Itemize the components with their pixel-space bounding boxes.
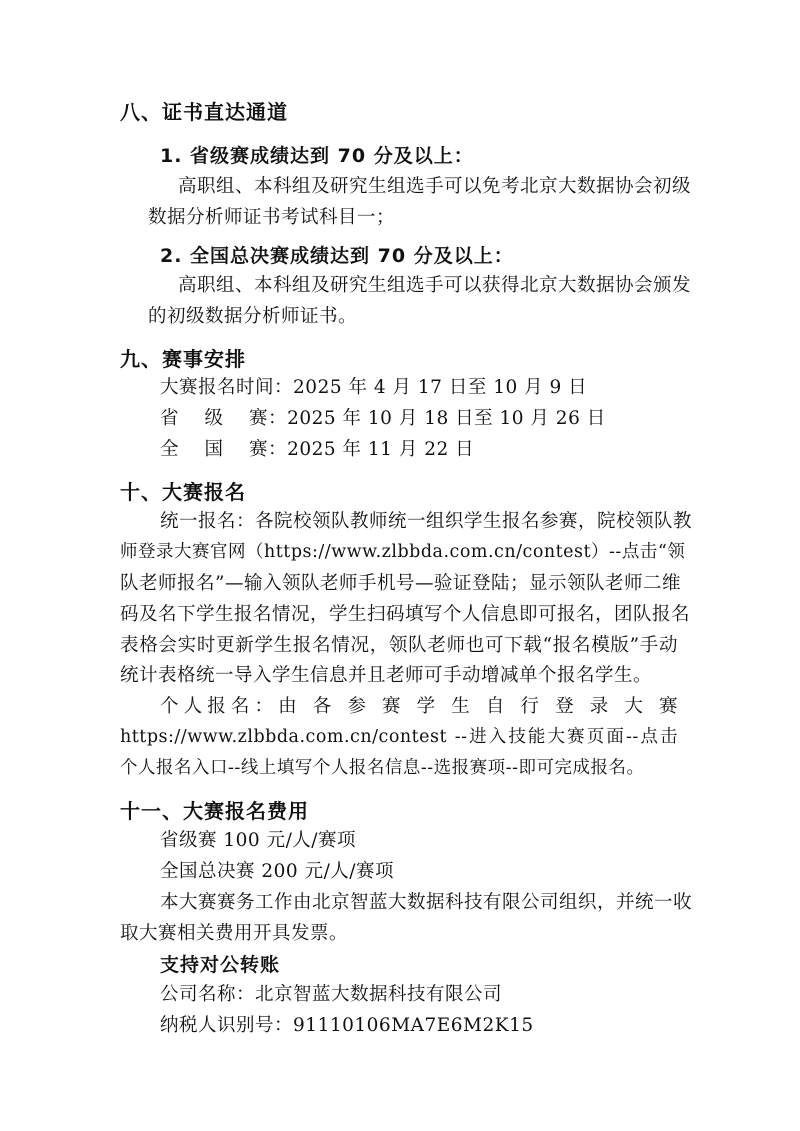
company-name-row: 公司名称：北京智蓝大数据科技有限公司 (160, 984, 503, 1005)
schedule-value: 2025 年 10 月 18 日至 10 月 26 日 (287, 408, 606, 429)
fee-provincial: 省级赛 100 元/人/赛项 (160, 830, 357, 851)
cert-item-1-title: 1. 省级赛成绩达到 70 分及以上： (160, 145, 474, 167)
team-registration-line: 师登录大赛官网（https://www.zlbbda.com.cn/contest）--点击“领 (120, 542, 686, 562)
organizer-line-1: 本大赛赛务工作由北京智蓝大数据科技有限公司组织，并统一收 (160, 892, 693, 913)
schedule-value: 2025 年 4 月 17 日至 10 月 9 日 (293, 377, 588, 398)
individual-registration-line: 个人报名入口--线上填写个人报名信息--选报赛项--即可完成报名。 (120, 758, 645, 778)
company-label: 公司名称 (160, 984, 237, 1005)
company-value: 北京智蓝大数据科技有限公司 (255, 984, 503, 1005)
team-registration-line: 码及名下学生报名情况，学生扫码填写个人信息即可报名，团队报名 (120, 604, 691, 625)
team-registration-line: 统计表格统一导入学生信息并且老师可手动增减单个报名学生。 (120, 665, 653, 686)
team-registration-line: 队老师报名”—输入领队老师手机号—验证登陆；显示领队老师二维 (120, 573, 681, 594)
tax-value: 91110106MA7E6M2K15 (293, 1015, 534, 1036)
organizer-line-2: 取大赛相关费用开具发票。 (120, 923, 349, 944)
individual-registration-line: https://www.zlbbda.com.cn/contest --进入技能大赛页面--点击 (120, 727, 678, 747)
tax-id-row: 纳税人识别号：91110106MA7E6M2K15 (160, 1015, 534, 1036)
individual-registration-line: 个人报名：由 各 参 赛 学 生 自 行 登 录 大 赛 (160, 696, 678, 717)
section-10-heading: 十、大赛报名 (120, 480, 246, 504)
cert-item-1-line-2: 数据分析师证书考试科目一； (148, 207, 396, 228)
schedule-label: 全 国 赛 (160, 439, 269, 460)
schedule-row: 省 级 赛：2025 年 10 月 18 日至 10 月 26 日 (160, 408, 606, 429)
fee-national: 全国总决赛 200 元/人/赛项 (160, 861, 395, 882)
schedule-row: 大赛报名时间：2025 年 4 月 17 日至 10 月 9 日 (160, 377, 588, 398)
cert-item-1-line-1: 高职组、本科组及研究生组选手可以免考北京大数据协会初级 (178, 176, 692, 197)
cert-item-2-line-2: 的初级数据分析师证书。 (148, 306, 358, 327)
team-registration-line: 表格会实时更新学生报名情况，领队老师也可下载“报名模版”手动 (120, 635, 678, 656)
team-registration-line: 统一报名：各院校领队教师统一组织学生报名参赛，院校领队教 (160, 511, 693, 532)
cert-item-2-line-1: 高职组、本科组及研究生组选手可以获得北京大数据协会颁发 (178, 275, 692, 296)
schedule-label: 省 级 赛 (160, 408, 269, 429)
section-9-heading: 九、赛事安排 (120, 347, 246, 371)
section-11-heading: 十一、大赛报名费用 (120, 799, 309, 823)
section-8-heading: 八、证书直达通道 (120, 100, 288, 124)
cert-item-2-title: 2. 全国总决赛成绩达到 70 分及以上： (160, 245, 514, 267)
schedule-label: 大赛报名时间 (160, 377, 275, 398)
schedule-value: 2025 年 11 月 22 日 (287, 439, 475, 460)
transfer-title: 支持对公转账 (160, 954, 281, 976)
schedule-row: 全 国 赛：2025 年 11 月 22 日 (160, 439, 475, 460)
tax-label: 纳税人识别号 (160, 1015, 275, 1036)
